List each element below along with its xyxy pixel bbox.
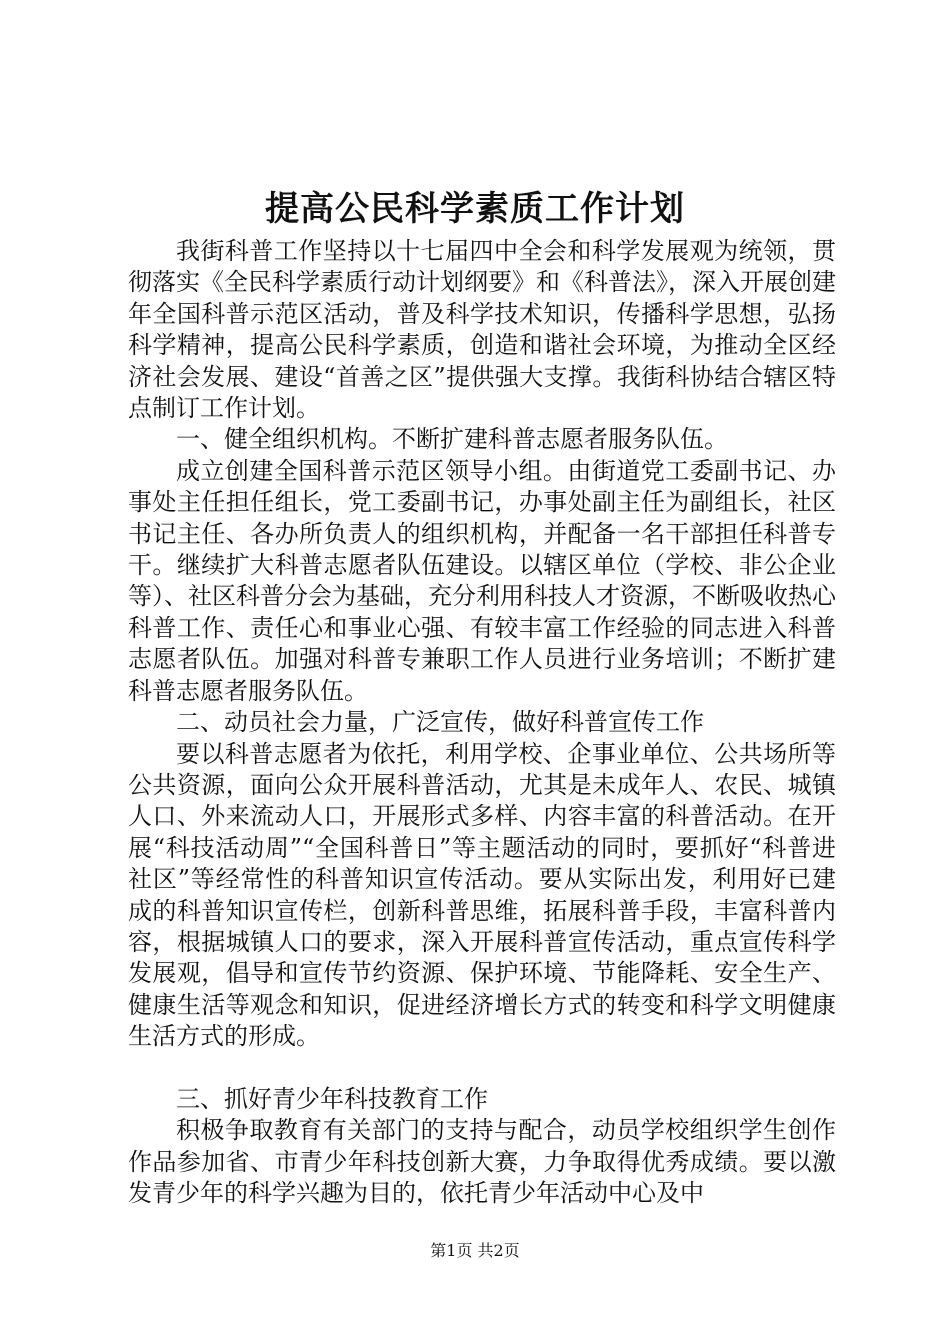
paragraph-intro: 我街科普工作坚持以十七届四中全会和科学发展观为统领，贯彻落实《全民科学素质行动计划纲要》和《科普法》，深入开展创建年全国科普示范区活动，普及科学技术知识，传播科学思想，弘扬科学精神，提高公民科学素质，创造和谐社会环境，为推动全区经济社会发展、建设“首善之区”提供强大支撑。我街科协结合辖区特点制订工作计划。 (128, 237, 836, 423)
document-title: 提高公民科学素质工作计划 (265, 189, 685, 229)
paragraph-section-2: 要以科普志愿者为依托，利用学校、企事业单位、公共场所等公共资源，面向公众开展科普活动，尤其是未成年人、农民、城镇人口、外来流动人口，开展形式多样、内容丰富的科普活动。在开展“科技活动周”“全国科普日”等主题活动的同时，要抓好“科普进社区”等经常性的科普知识宣传活动。要从实际出发，利用好已建成的科普知识宣传栏，创新科普思维，拓展科普手段，丰富科普内容，根据城镇人口的要求，深入开展科普宣传活动，重点宣传科学发展观，倡导和宣传节约资源、保护环境、节能降耗、安全生产、健康生活等观念和知识，促进经济增长方式的转变和科学文明健康生活方式的形成。 (128, 739, 836, 1051)
document-body (128, 236, 836, 1210)
section-heading-2: 二、动员社会力量，广泛宣传，做好科普宣传工作 (176, 708, 704, 737)
paragraph-section-1: 成立创建全国科普示范区领导小组。由街道党工委副书记、办事处主任担任组长，党工委副书记，办事处副主任为副组长，社区书记主任、各办所负责人的组织机构，并配备一名干部担任科普专干。继续扩大科普志愿者队伍建设。以辖区单位（学校、非公企业等）、社区科普分会为基础，充分利用科技人才资源，不断吸收热心科普工作、责任心和事业心强、有较丰富工作经验的同志进入科普志愿者队伍。加强对科普专兼职工作人员进行业务培训；不断扩建科普志愿者服务队伍。 (128, 456, 836, 705)
paragraph-section-3: 积极争取教育有关部门的支持与配合，动员学校组织学生创作作品参加省、市青少年科技创新大赛，力争取得优秀成绩。要以激发青少年的科学兴趣为目的，依托青少年活动中心及中 (128, 1116, 836, 1208)
section-heading-1: 一、健全组织机构。不断扩建科普志愿者服务队伍。 (176, 425, 728, 454)
section-heading-3: 三、抓好青少年科技教育工作 (176, 1084, 488, 1113)
page-footer: 第1页 共2页 (430, 1241, 520, 1260)
